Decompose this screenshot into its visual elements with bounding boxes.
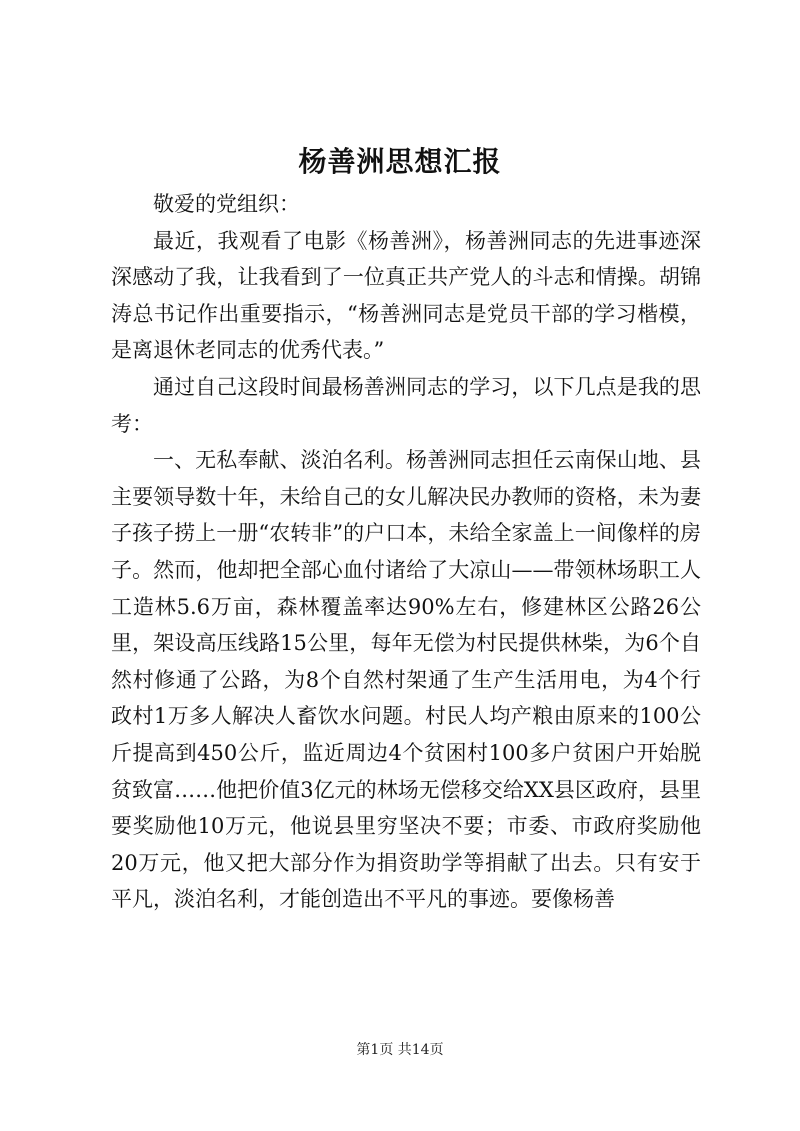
paragraph-point-one: 一、无私奉献、淡泊名利。杨善洲同志担任云南保山地、县主要领导数十年，未给自己的女儿解决民办教师的资格，未为妻子孩子捞上一册“农转非”的户口本，未给全家盖上一间像样的房子。然而，他却把全部心血付诸给了大凉山——带领林场职工人工造林5.6万亩，森林覆盖率达90%左右，修建林区公路26公里，架设高压线路15公里，每年无偿为村民提供林柴，为6个自然村修通了公路，为8个自然村架通了生产生活用电，为4个行政村1万多人解决人畜饮水问题。村民人均产粮由原来的100公斤提高到450公斤，监近周边4个贫困村100多户贫困户开始脱贫致富……他把价值3亿元的林场无偿移交给XX县区政府，县里要奖励他10万元，他说县里穷坚决不要；市委、市政府奖励他20万元，他又把大部分作为捐资助学等捐献了出去。只有安于平凡，淡泊名利，才能创造出不平凡的事迹。要像杨善 [111,448,701,912]
salutation: 敬爱的党组织： [153,192,300,216]
paragraph-thoughts: 通过自己这段时间最杨善洲同志的学习，以下几点是我的思考： [111,374,701,436]
document-title: 杨善洲思想汇报 [298,145,502,178]
document-body [111,186,701,918]
paragraph-intro: 最近，我观看了电影《杨善洲》，杨善洲同志的先进事迹深深感动了我，让我看到了一位真正共产党人的斗志和情操。胡锦涛总书记作出重要指示，“杨善洲同志是党员干部的学习楷模，是离退休老同志的优秀代表。” [111,228,701,363]
page-number-footer: 第1页 共14页 [356,1042,444,1058]
